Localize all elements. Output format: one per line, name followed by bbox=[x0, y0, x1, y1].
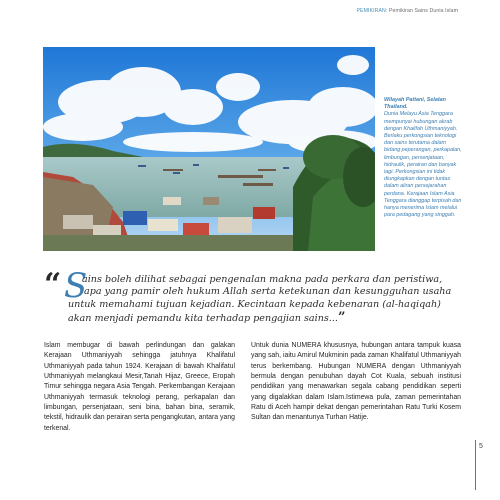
coastal-village-photo bbox=[43, 47, 375, 251]
body-paragraph-2: Untuk dunia NUMERA khususnya, hubungan antara tampuk kuasa yang sah, iaitu Amirul Mukminin pada zaman Khalifatul Uthmaniyyah terus berkembang. Hubungan NUMERA dengan Uthmaniyyah bermula dengan penubuhan dayah Cot Kuala, sebuah institusi pendidikan yang menawarkan segala cabang pendidikan seperti yang digalakkan dalam Islam.Istimewa pula, zaman pemerintahan Ratu di Aceh hampir dekat dengan pemerintahan Ratu Turki Kosem Sultan dan menantunya Turhan Hatije. bbox=[251, 342, 461, 422]
header-text bbox=[356, 8, 458, 14]
header-section: PEMIKIRAN: bbox=[356, 8, 388, 14]
close-quote-mark: ” bbox=[337, 310, 346, 325]
page-number-rule bbox=[475, 440, 476, 490]
body-column-2 bbox=[251, 341, 461, 424]
quote-initial: S bbox=[64, 266, 88, 306]
pull-quote bbox=[44, 262, 464, 340]
running-header bbox=[0, 8, 500, 20]
body-paragraph-1: Islam membugar di bawah perlindungan dan galakan Kerajaan Uthmaniyyah sehingga jatuhnya Khalifatul Uthmaniyyah pada tahun 1924. Kerajaan di bawah Khalifatul Uthmaniyyah melangkaui Mesir,Tanah Hijaz, Greece, Eropah Timur sehingga negara Asia Tengah. Perkembangan Kerajaan Uthmaniyyah termasuk teknologi perang, perkapalan dan limbungan, persenjataan, seni bina, bahan bina, seramik, tekstil, hidraulik dan perairan serta pengangkutan, antara yang terkenal. bbox=[44, 342, 235, 432]
quote-line-2: apa yang pamir oleh hukum Allah serta ketekunan dan kesungguhan usaha bbox=[84, 286, 452, 297]
open-quote-mark: “ bbox=[44, 267, 62, 302]
caption-title: Wilayah Pattani, Selatan Thailand. bbox=[384, 97, 446, 111]
body-column-1 bbox=[44, 341, 235, 434]
photo-caption bbox=[384, 97, 462, 219]
caption-body: Dunia Melayu Asia Tenggara mempunyai hubungan akrab dengan Khalifah Uthmaniyyah. Berlaku perkongsian teknologi dan sains terutama dalam bidang peperangan, perkapalan, limbungan, persenjataan, hidraulik, perairan dan banyak lagi. Perkongsian ini tidak diungkapkan dengan tuntas dalam aliran persejarahan perdana. Kerajaan Islam Asia Tenggara dianggap terpisah dan hanya menerima Islam melalui para pedagang yang singgah. bbox=[384, 111, 462, 219]
header-title: Pemikiran Sains Dunia Islam bbox=[387, 8, 458, 14]
quote-line-4-text: akan menjadi pemandu kita terhadap pengajian sains... bbox=[68, 313, 338, 324]
quote-line-1: ains boleh dilihat sebagai pengenalan makna pada perkara dan peristiwa, bbox=[82, 274, 443, 285]
quote-line-3: untuk memahami tujuan kejadian. Kecintaan kepada kebenaran (al-haqiqah) bbox=[68, 299, 441, 310]
page-number: 5 bbox=[479, 443, 483, 450]
quote-line-4 bbox=[68, 312, 345, 325]
